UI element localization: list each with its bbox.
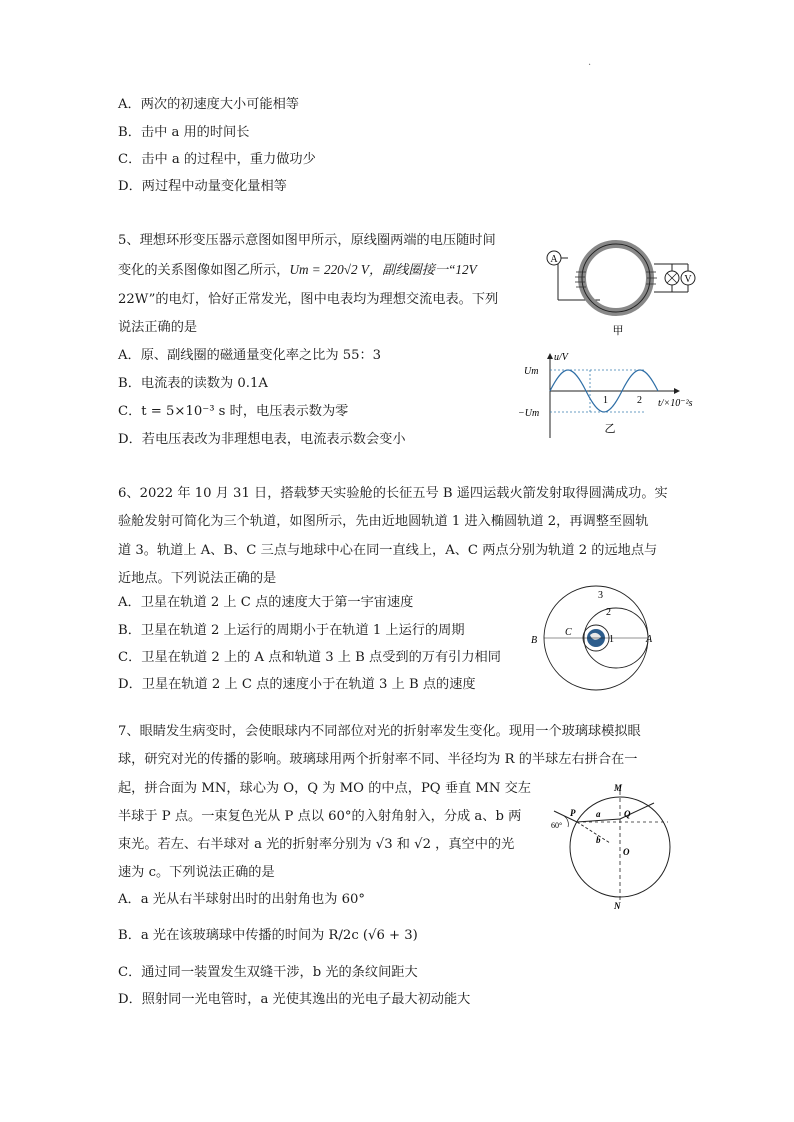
q5-option-a: A．原、副线圈的磁通量变化率之比为 55：3 (118, 348, 382, 363)
q7-stem-line-6: 速为 c。下列说法正确的是 (118, 865, 275, 880)
point-n-label: N (614, 901, 621, 910)
q6-option-a: A．卫星在轨道 2 上 C 点的速度大于第一宇宙速度 (118, 595, 414, 610)
q5-option-c: C．t = 5×10⁻³ s 时，电压表示数为零 (118, 404, 349, 419)
q6-option-b: B．卫星在轨道 2 上运行的周期小于在轨道 1 上运行的周期 (118, 623, 465, 638)
orbit-1-label: 1 (609, 634, 614, 645)
q5-stem-line-1: 5、理想环形变压器示意图如图甲所示，原线圈两端的电压随时间 (118, 233, 496, 248)
graph-tick-1: 1 (603, 395, 608, 406)
q7-option-d: D．照射同一光电管时，a 光使其逸出的光电子最大初动能大 (118, 992, 471, 1007)
point-b-label: B (531, 635, 538, 646)
q7-stem-line-5: 束光。若左、右半球对 a 光的折射率分别为 √3 和 √2 ，真空中的光 (118, 837, 515, 852)
voltage-graph (510, 350, 700, 445)
orbit-2-label: 2 (606, 607, 611, 618)
header-mark: · (588, 60, 592, 71)
graph-um-label: Um (524, 366, 539, 377)
figure-jia-label: 甲 (612, 325, 624, 337)
incident-angle-label: 60° (551, 821, 563, 830)
q5-option-d: D．若电压表改为非理想电表，电流表示数会变小 (118, 432, 406, 447)
ammeter-label: A (550, 254, 558, 265)
ray-a-label: a (596, 809, 601, 819)
graph-tick-2: 2 (637, 395, 642, 406)
q4-option-b: B．击中 a 用的时间长 (118, 125, 250, 140)
point-a-label: A (646, 634, 653, 645)
graph-neg-um-label: −Um (518, 408, 540, 419)
q5-stem-line-3: 22W”的电灯，恰好正常发光，图中电表均为理想交流电表。下列 (118, 292, 499, 307)
q5-option-b: B．电流表的读数为 0.1A (118, 376, 268, 391)
orbit-3-label: 3 (598, 590, 603, 601)
q6-option-d: D．卫星在轨道 2 上 C 点的速度小于在轨道 3 上 B 点的速度 (118, 677, 476, 692)
q7-option-c: C．通过同一装置发生双缝干涉，b 光的条纹间距大 (118, 965, 418, 980)
orbit-figure (524, 585, 662, 691)
q4-option-d: D．两过程中动量变化量相等 (118, 179, 287, 194)
transformer-figure (538, 232, 698, 340)
voltmeter-label: V (684, 274, 692, 285)
q6-stem-line-3: 道 3。轨道上 A、B、C 三点与地球中心在同一直线上，A、C 两点分别为轨道 2 的远地点与 (118, 543, 658, 558)
q4-option-a: A．两次的初速度大小可能相等 (118, 97, 299, 112)
q6-option-c: C．卫星在轨道 2 上的 A 点和轨道 3 上 B 点受到的万有引力相同 (118, 650, 501, 665)
q7-option-b: B．a 光在该玻璃球中传播的时间为 R/2c (√6 + 3) (118, 928, 418, 943)
q7-stem-line-1: 7、眼睛发生病变时，会使眼球内不同部位对光的折射率发生变化。现用一个玻璃球模拟眼 (118, 724, 641, 739)
q7-stem-line-3: 起，拼合面为 MN，球心为 O，Q 为 MO 的中点，PQ 垂直 MN 交左 (118, 781, 531, 796)
q6-stem-line-2: 验舱发射可简化为三个轨道，如图所示，先由近地圆轨道 1 进入椭圆轨道 2，再调整至圆轨 (118, 514, 649, 529)
point-m-label: M (614, 783, 623, 793)
point-q-label: Q (624, 809, 631, 819)
q7-stem-line-4: 半球于 P 点。一束复色光从 P 点以 60°的入射角射入，分成 a、b 两 (118, 809, 522, 824)
glass-sphere-figure (550, 783, 680, 910)
point-o-label: O (623, 847, 630, 857)
q5-stem-line-2 (118, 261, 477, 280)
figure-yi-label: 乙 (604, 423, 616, 435)
point-p-label: P (570, 808, 576, 818)
point-c-label: C (565, 627, 572, 638)
q6-stem-line-1: 6、2022 年 10 月 31 日，搭载梦天实验舱的长征五号 B 遥四运载火箭发射取得圆满成功。实 (118, 486, 668, 501)
graph-y-axis-label: u/V (554, 352, 568, 363)
q5-formula-um: Um = 220√2 V，副线圈接一“12V (289, 262, 477, 277)
q7-option-a: A．a 光从右半球射出时的出射角也为 60° (118, 892, 365, 907)
q4-option-c: C．击中 a 的过程中，重力做功少 (118, 152, 316, 167)
ray-b-label: b (596, 835, 601, 845)
q5-stem-line-2-text: 变化的关系图像如图乙所示， (118, 263, 290, 278)
q5-stem-line-4: 说法正确的是 (118, 320, 198, 335)
q7-stem-line-2: 球，研究对光的传播的影响。玻璃球用两个折射率不同、半径均为 R 的半球左右拼合在一 (118, 752, 638, 767)
graph-x-axis-label: t/×10⁻²s (658, 398, 693, 409)
q6-stem-line-4: 近地点。下列说法正确的是 (118, 571, 277, 586)
